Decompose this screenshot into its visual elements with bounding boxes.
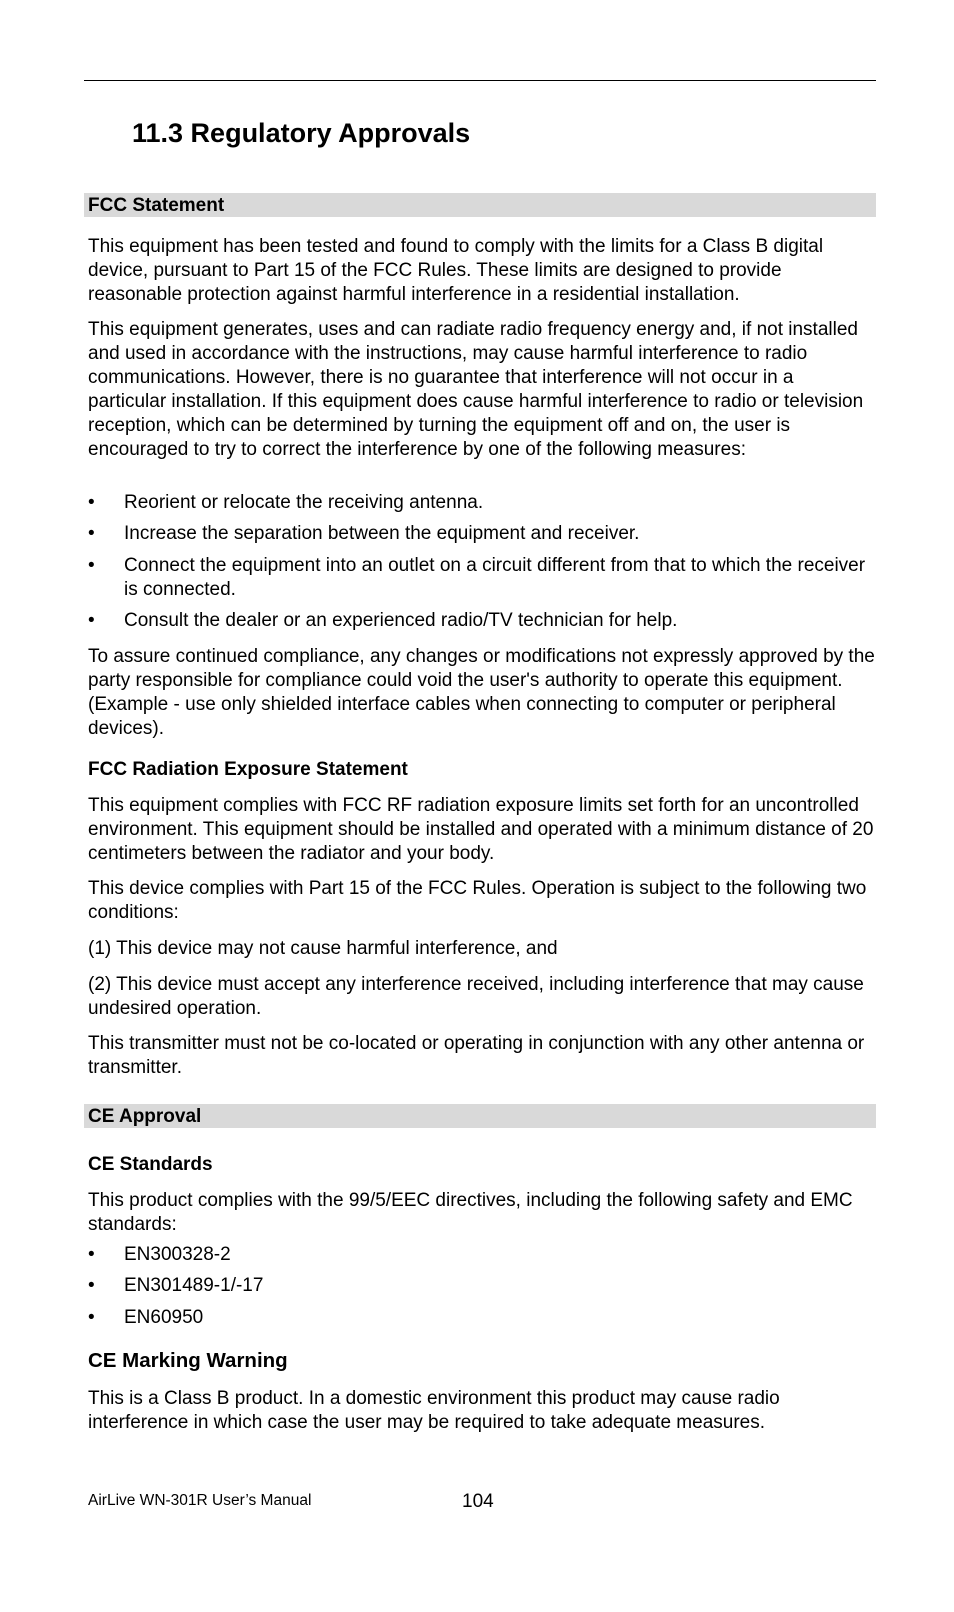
- list-item: [88, 1274, 876, 1298]
- fcc-paragraph-1: This equipment has been tested and found to comply with the limits for a Class B digital device, pursuant to Part 15 of the FCC Rules. These limits are designed to provide reasonable protection against harmful interference in a residential installation.: [88, 236, 824, 305]
- list-item-text: Reorient or relocate the receiving antenna.: [124, 492, 484, 513]
- ce-standards-paragraph: This product complies with the 99/5/EEC directives, including the following safety and EMC standards:: [88, 1190, 853, 1235]
- bullet-icon: •: [88, 610, 95, 631]
- fcc-paragraph-3: To assure continued compliance, any changes or modifications not expressly approved by the party responsible for compliance could void the user's authority to operate this equipment. (Example - use only shielded interface cables when connecting to computer or peripheral devices).: [88, 646, 875, 739]
- ce-standards-subheading: CE Standards: [88, 1154, 213, 1175]
- bullet-icon: •: [88, 492, 95, 513]
- ce-marking-paragraph: This is a Class B product. In a domestic environment this product may cause radio interference in which case the user may be required to take adequate measures.: [88, 1388, 780, 1433]
- page-number: 104: [462, 1491, 494, 1512]
- radiation-paragraph-1: This equipment complies with FCC RF radiation exposure limits set forth for an uncontrolled environment. This equipment should be installed and operated with a minimum distance of 20 centimeters between the radiator and your body.: [88, 795, 874, 864]
- radiation-paragraph-3: (1) This device may not cause harmful interference, and: [88, 938, 558, 959]
- section-band-fcc: FCC Statement: [84, 193, 876, 217]
- radiation-paragraph-4: (2) This device must accept any interference received, including interference that may cause undesired operation.: [88, 974, 864, 1019]
- fcc-paragraph-2: This equipment generates, uses and can radiate radio frequency energy and, if not installed and used in accordance with the instructions, may cause harmful interference to radio communications. However, there is no guarantee that interference will not occur in a particular installation. If this equipment does cause harmful interference to radio or television reception, which can be determined by turning the equipment off and on, the user is encouraged to try to correct the interference by one of the following measures:: [88, 319, 864, 460]
- list-item: [88, 609, 876, 633]
- footer-manual-title: AirLive WN-301R User’s Manual: [88, 1492, 312, 1509]
- ce-marking-subheading: CE Marking Warning: [88, 1349, 288, 1372]
- radiation-paragraph-2: This device complies with Part 15 of the FCC Rules. Operation is subject to the following two conditions:: [88, 878, 867, 923]
- list-item: [88, 522, 876, 546]
- page-title: 11.3 Regulatory Approvals: [132, 118, 471, 148]
- radiation-paragraph-5: This transmitter must not be co-located or operating in conjunction with any other antenna or transmitter.: [88, 1033, 865, 1078]
- list-item-text: EN60950: [124, 1307, 204, 1328]
- bullet-icon: •: [88, 523, 95, 544]
- list-item: [88, 1243, 876, 1267]
- bullet-icon: •: [88, 1244, 95, 1265]
- list-item-text: EN300328-2: [124, 1244, 231, 1265]
- list-item-text: EN301489-1/-17: [124, 1275, 264, 1296]
- bullet-icon: •: [88, 555, 95, 576]
- bullet-icon: •: [88, 1275, 95, 1296]
- bullet-icon: •: [88, 1307, 95, 1328]
- top-rule: [84, 80, 876, 81]
- list-item: [88, 554, 876, 602]
- list-item-text: Increase the separation between the equipment and receiver.: [124, 523, 640, 544]
- section-band-ce: CE Approval: [84, 1104, 876, 1128]
- list-item: [88, 1306, 876, 1330]
- list-item-text: Consult the dealer or an experienced radio/TV technician for help.: [124, 610, 678, 631]
- list-item: [88, 491, 876, 515]
- list-item-text: Connect the equipment into an outlet on a circuit different from that to which the receiver is connected.: [124, 555, 866, 600]
- radiation-subheading: FCC Radiation Exposure Statement: [88, 759, 408, 780]
